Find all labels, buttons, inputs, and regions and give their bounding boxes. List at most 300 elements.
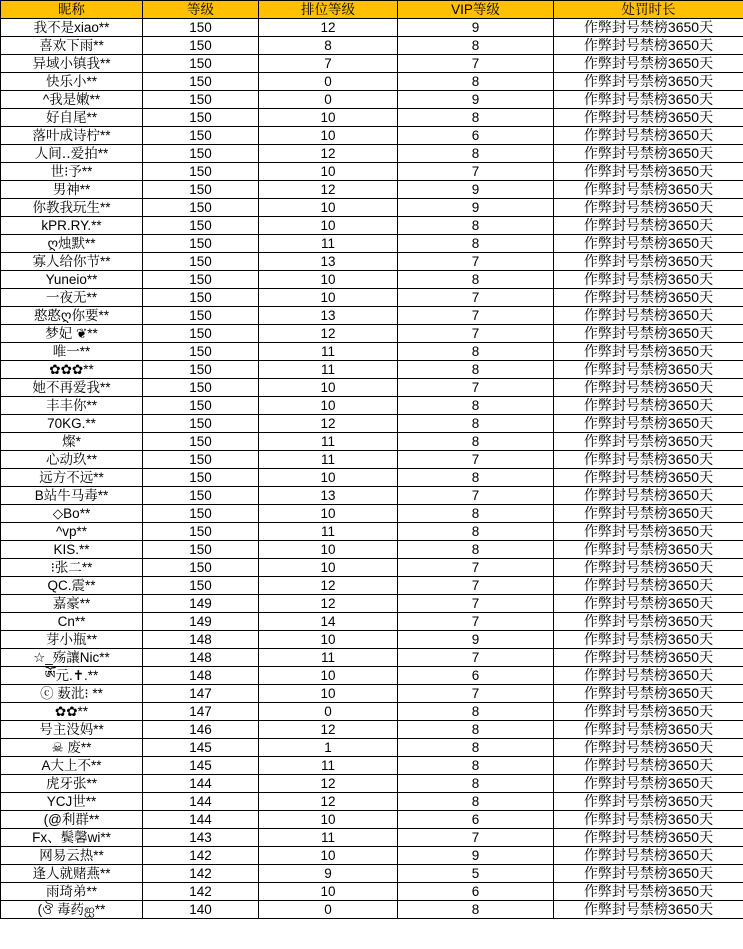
cell-rank-level: 10: [259, 379, 398, 397]
cell-level: 150: [143, 145, 259, 163]
cell-rank-level: 11: [259, 649, 398, 667]
cell-penalty: 作弊封号禁榜3650天: [554, 37, 743, 55]
cell-penalty: 作弊封号禁榜3650天: [554, 217, 743, 235]
table-row: [1, 415, 743, 433]
table-row: [1, 325, 743, 343]
cell-rank-level: 10: [259, 631, 398, 649]
cell-rank-level: 13: [259, 487, 398, 505]
table-row: [1, 307, 743, 325]
cell-level: 146: [143, 721, 259, 739]
table-row: [1, 199, 743, 217]
table-row: [1, 505, 743, 523]
cell-level: 145: [143, 757, 259, 775]
cell-penalty: 作弊封号禁榜3650天: [554, 19, 743, 37]
cell-level: 150: [143, 541, 259, 559]
cell-rank-level: 10: [259, 163, 398, 181]
cell-vip-level: 7: [398, 307, 554, 325]
cell-nickname: 喜欢下雨**: [1, 37, 143, 55]
table-row: [1, 487, 743, 505]
cell-rank-level: 0: [259, 73, 398, 91]
cell-nickname: QC.震**: [1, 577, 143, 595]
cell-nickname: 虎牙张**: [1, 775, 143, 793]
cell-vip-level: 8: [398, 109, 554, 127]
cell-nickname: 梦妃 ❦**: [1, 325, 143, 343]
table-row: [1, 181, 743, 199]
cell-vip-level: 9: [398, 847, 554, 865]
cell-level: 142: [143, 865, 259, 883]
cell-level: 150: [143, 307, 259, 325]
cell-rank-level: 11: [259, 343, 398, 361]
header-level: 等级: [143, 1, 259, 19]
cell-level: 150: [143, 163, 259, 181]
cell-rank-level: 1: [259, 739, 398, 757]
cell-nickname: 人间‥爱拍**: [1, 145, 143, 163]
cell-penalty: 作弊封号禁榜3650天: [554, 415, 743, 433]
cell-vip-level: 8: [398, 469, 554, 487]
cell-penalty: 作弊封号禁榜3650天: [554, 559, 743, 577]
table-row: [1, 703, 743, 721]
cell-level: 142: [143, 847, 259, 865]
cell-penalty: 作弊封号禁榜3650天: [554, 883, 743, 901]
cell-level: 150: [143, 451, 259, 469]
cell-penalty: 作弊封号禁榜3650天: [554, 847, 743, 865]
cell-vip-level: 8: [398, 271, 554, 289]
cell-nickname: 我不是xiao**: [1, 19, 143, 37]
cell-vip-level: 8: [398, 739, 554, 757]
cell-nickname: 网易云热**: [1, 847, 143, 865]
cell-penalty: 作弊封号禁榜3650天: [554, 163, 743, 181]
cell-level: 150: [143, 361, 259, 379]
cell-vip-level: 8: [398, 505, 554, 523]
header-penalty: 处罚时长: [554, 1, 743, 19]
cell-penalty: 作弊封号禁榜3650天: [554, 577, 743, 595]
cell-penalty: 作弊封号禁榜3650天: [554, 55, 743, 73]
cell-level: 150: [143, 91, 259, 109]
cell-nickname: ✿✿**: [1, 703, 143, 721]
table-row: [1, 523, 743, 541]
cell-vip-level: 8: [398, 397, 554, 415]
cell-penalty: 作弊封号禁榜3650天: [554, 703, 743, 721]
cell-rank-level: 10: [259, 397, 398, 415]
cell-penalty: 作弊封号禁榜3650天: [554, 325, 743, 343]
cell-nickname: ༀ元.✝.**: [1, 667, 143, 685]
table-row: [1, 667, 743, 685]
cell-rank-level: 11: [259, 451, 398, 469]
cell-penalty: 作弊封号禁榜3650天: [554, 631, 743, 649]
cell-vip-level: 7: [398, 55, 554, 73]
cell-nickname: 丰丰你**: [1, 397, 143, 415]
cell-vip-level: 8: [398, 541, 554, 559]
cell-penalty: 作弊封号禁榜3650天: [554, 145, 743, 163]
cell-level: 150: [143, 109, 259, 127]
cell-level: 150: [143, 199, 259, 217]
cell-penalty: 作弊封号禁榜3650天: [554, 649, 743, 667]
cell-nickname: B站牛马毒**: [1, 487, 143, 505]
cell-rank-level: 10: [259, 109, 398, 127]
cell-vip-level: 7: [398, 685, 554, 703]
cell-rank-level: 12: [259, 721, 398, 739]
cell-nickname: Fx、鬓馨wi**: [1, 829, 143, 847]
table-row: [1, 829, 743, 847]
cell-nickname: 70KG.**: [1, 415, 143, 433]
cell-level: 150: [143, 415, 259, 433]
cell-level: 149: [143, 613, 259, 631]
cell-rank-level: 11: [259, 829, 398, 847]
cell-rank-level: 10: [259, 883, 398, 901]
cell-level: 148: [143, 631, 259, 649]
cell-vip-level: 8: [398, 433, 554, 451]
cell-vip-level: 9: [398, 19, 554, 37]
table-row: [1, 343, 743, 361]
cell-penalty: 作弊封号禁榜3650天: [554, 235, 743, 253]
cell-level: 150: [143, 37, 259, 55]
cell-nickname: 逢人就赌燕**: [1, 865, 143, 883]
cell-rank-level: 14: [259, 613, 398, 631]
cell-rank-level: 10: [259, 289, 398, 307]
cell-vip-level: 6: [398, 811, 554, 829]
table-row: [1, 361, 743, 379]
cell-vip-level: 6: [398, 127, 554, 145]
cell-rank-level: 12: [259, 793, 398, 811]
cell-rank-level: 7: [259, 55, 398, 73]
cell-nickname: ღ烛默**: [1, 235, 143, 253]
cell-penalty: 作弊封号禁榜3650天: [554, 379, 743, 397]
cell-nickname: 寡人给你节**: [1, 253, 143, 271]
table-row: [1, 559, 743, 577]
cell-level: 150: [143, 487, 259, 505]
table-row: [1, 217, 743, 235]
cell-vip-level: 7: [398, 253, 554, 271]
cell-penalty: 作弊封号禁榜3650天: [554, 73, 743, 91]
cell-penalty: 作弊封号禁榜3650天: [554, 757, 743, 775]
cell-nickname: 远方不远**: [1, 469, 143, 487]
cell-vip-level: 6: [398, 883, 554, 901]
cell-vip-level: 8: [398, 145, 554, 163]
cell-vip-level: 5: [398, 865, 554, 883]
cell-vip-level: 7: [398, 289, 554, 307]
cell-level: 144: [143, 775, 259, 793]
header-row: [1, 1, 743, 19]
cell-penalty: 作弊封号禁榜3650天: [554, 523, 743, 541]
cell-nickname: 憨憨ღ你要**: [1, 307, 143, 325]
cell-penalty: 作弊封号禁榜3650天: [554, 253, 743, 271]
cell-rank-level: 8: [259, 37, 398, 55]
cell-rank-level: 12: [259, 415, 398, 433]
cell-vip-level: 7: [398, 559, 554, 577]
table-row: [1, 613, 743, 631]
cell-level: 150: [143, 343, 259, 361]
cell-penalty: 作弊封号禁榜3650天: [554, 91, 743, 109]
cell-rank-level: 11: [259, 361, 398, 379]
table-row: [1, 541, 743, 559]
cell-nickname: 唯一**: [1, 343, 143, 361]
cell-nickname: 男神**: [1, 181, 143, 199]
cell-rank-level: 10: [259, 685, 398, 703]
header-rank-level: 排位等级: [259, 1, 398, 19]
cell-rank-level: 10: [259, 667, 398, 685]
cell-level: 150: [143, 253, 259, 271]
table-row: [1, 847, 743, 865]
cell-penalty: 作弊封号禁榜3650天: [554, 595, 743, 613]
table-row: [1, 595, 743, 613]
cell-penalty: 作弊封号禁榜3650天: [554, 469, 743, 487]
cell-rank-level: 12: [259, 181, 398, 199]
cell-rank-level: 10: [259, 127, 398, 145]
table-row: [1, 433, 743, 451]
table-row: [1, 469, 743, 487]
cell-vip-level: 7: [398, 613, 554, 631]
cell-penalty: 作弊封号禁榜3650天: [554, 739, 743, 757]
cell-penalty: 作弊封号禁榜3650天: [554, 505, 743, 523]
cell-vip-level: 7: [398, 325, 554, 343]
cell-vip-level: 7: [398, 649, 554, 667]
cell-penalty: 作弊封号禁榜3650天: [554, 127, 743, 145]
table-row: [1, 253, 743, 271]
cell-level: 145: [143, 739, 259, 757]
cell-nickname: A大上不**: [1, 757, 143, 775]
cell-level: 150: [143, 181, 259, 199]
table-row: [1, 19, 743, 37]
cell-rank-level: 12: [259, 775, 398, 793]
cell-level: 142: [143, 883, 259, 901]
cell-penalty: 作弊封号禁榜3650天: [554, 901, 743, 919]
cell-nickname: 落叶成诗柠**: [1, 127, 143, 145]
cell-nickname: (@利群**: [1, 811, 143, 829]
cell-penalty: 作弊封号禁榜3650天: [554, 199, 743, 217]
cell-vip-level: 6: [398, 667, 554, 685]
cell-nickname: 你教我玩生**: [1, 199, 143, 217]
cell-level: 150: [143, 469, 259, 487]
cell-nickname: ⁝张二**: [1, 559, 143, 577]
cell-vip-level: 8: [398, 901, 554, 919]
cell-rank-level: 9: [259, 865, 398, 883]
cell-vip-level: 8: [398, 775, 554, 793]
cell-level: 149: [143, 595, 259, 613]
cell-penalty: 作弊封号禁榜3650天: [554, 433, 743, 451]
cell-vip-level: 7: [398, 451, 554, 469]
cell-rank-level: 10: [259, 199, 398, 217]
cell-level: 150: [143, 19, 259, 37]
cell-rank-level: 0: [259, 91, 398, 109]
cell-rank-level: 12: [259, 595, 398, 613]
cell-level: 140: [143, 901, 259, 919]
cell-vip-level: 8: [398, 37, 554, 55]
cell-vip-level: 9: [398, 91, 554, 109]
cell-level: 150: [143, 55, 259, 73]
cell-rank-level: 0: [259, 703, 398, 721]
cell-level: 150: [143, 325, 259, 343]
table-row: [1, 739, 743, 757]
cell-vip-level: 9: [398, 181, 554, 199]
cell-nickname: YCJ世**: [1, 793, 143, 811]
cell-level: 144: [143, 811, 259, 829]
cell-rank-level: 10: [259, 847, 398, 865]
cell-vip-level: 7: [398, 577, 554, 595]
table-row: [1, 145, 743, 163]
cell-penalty: 作弊封号禁榜3650天: [554, 811, 743, 829]
cell-nickname: ✿✿✿**: [1, 361, 143, 379]
cell-penalty: 作弊封号禁榜3650天: [554, 271, 743, 289]
cell-rank-level: 10: [259, 505, 398, 523]
cell-nickname: ☠ 废**: [1, 739, 143, 757]
cell-rank-level: 13: [259, 253, 398, 271]
cell-nickname: Yuneio**: [1, 271, 143, 289]
cell-penalty: 作弊封号禁榜3650天: [554, 487, 743, 505]
cell-penalty: 作弊封号禁榜3650天: [554, 667, 743, 685]
cell-nickname: Cn**: [1, 613, 143, 631]
cell-rank-level: 11: [259, 523, 398, 541]
cell-vip-level: 8: [398, 343, 554, 361]
cell-level: 150: [143, 73, 259, 91]
cell-penalty: 作弊封号禁榜3650天: [554, 829, 743, 847]
cell-vip-level: 8: [398, 757, 554, 775]
cell-penalty: 作弊封号禁榜3650天: [554, 307, 743, 325]
table-row: [1, 793, 743, 811]
cell-nickname: 快乐小**: [1, 73, 143, 91]
cell-rank-level: 12: [259, 577, 398, 595]
cell-penalty: 作弊封号禁榜3650天: [554, 865, 743, 883]
table-row: [1, 775, 743, 793]
cell-nickname: 世⁝予**: [1, 163, 143, 181]
cell-vip-level: 8: [398, 361, 554, 379]
cell-rank-level: 10: [259, 811, 398, 829]
table-row: [1, 631, 743, 649]
cell-level: 143: [143, 829, 259, 847]
cell-vip-level: 7: [398, 829, 554, 847]
cell-penalty: 作弊封号禁榜3650天: [554, 721, 743, 739]
cell-nickname: 心动玖**: [1, 451, 143, 469]
cell-penalty: 作弊封号禁榜3650天: [554, 181, 743, 199]
cell-level: 150: [143, 397, 259, 415]
table-row: [1, 163, 743, 181]
cell-rank-level: 12: [259, 325, 398, 343]
table-row: [1, 379, 743, 397]
table-row: [1, 289, 743, 307]
table-row: [1, 397, 743, 415]
cell-vip-level: 8: [398, 217, 554, 235]
cell-penalty: 作弊封号禁榜3650天: [554, 289, 743, 307]
cell-nickname: 雨琦弟**: [1, 883, 143, 901]
cell-nickname: 芽小瓶**: [1, 631, 143, 649]
cell-level: 150: [143, 379, 259, 397]
cell-nickname: 号主没妈**: [1, 721, 143, 739]
cell-vip-level: 8: [398, 721, 554, 739]
cell-nickname: (ঔ 毒药ஐ**: [1, 901, 143, 919]
cell-vip-level: 9: [398, 199, 554, 217]
header-nickname: 昵称: [1, 1, 143, 19]
table-row: [1, 235, 743, 253]
cell-level: 150: [143, 523, 259, 541]
cell-level: 148: [143, 667, 259, 685]
cell-vip-level: 8: [398, 793, 554, 811]
cell-vip-level: 7: [398, 487, 554, 505]
cell-level: 147: [143, 703, 259, 721]
table-row: [1, 271, 743, 289]
cell-nickname: kPR.RY.**: [1, 217, 143, 235]
table-row: [1, 127, 743, 145]
header-vip-level: VIP等级: [398, 1, 554, 19]
cell-rank-level: 11: [259, 433, 398, 451]
table-row: [1, 721, 743, 739]
cell-level: 150: [143, 235, 259, 253]
cell-nickname: 一夜无**: [1, 289, 143, 307]
table-row: [1, 577, 743, 595]
cell-penalty: 作弊封号禁榜3650天: [554, 793, 743, 811]
cell-level: 150: [143, 433, 259, 451]
cell-nickname: ^vp**: [1, 523, 143, 541]
cell-penalty: 作弊封号禁榜3650天: [554, 613, 743, 631]
cell-level: 150: [143, 271, 259, 289]
cell-rank-level: 10: [259, 469, 398, 487]
cell-nickname: 异域小镇我**: [1, 55, 143, 73]
table-row: [1, 811, 743, 829]
cell-vip-level: 8: [398, 73, 554, 91]
cell-rank-level: 11: [259, 757, 398, 775]
cell-rank-level: 10: [259, 541, 398, 559]
cell-penalty: 作弊封号禁榜3650天: [554, 451, 743, 469]
cell-rank-level: 13: [259, 307, 398, 325]
cell-nickname: ☆_殇讓Nic**: [1, 649, 143, 667]
cell-level: 150: [143, 577, 259, 595]
cell-rank-level: 10: [259, 217, 398, 235]
cell-vip-level: 8: [398, 415, 554, 433]
cell-penalty: 作弊封号禁榜3650天: [554, 541, 743, 559]
table-row: [1, 757, 743, 775]
cell-rank-level: 0: [259, 901, 398, 919]
table-row: [1, 91, 743, 109]
table-row: [1, 883, 743, 901]
cell-penalty: 作弊封号禁榜3650天: [554, 685, 743, 703]
cell-vip-level: 7: [398, 163, 554, 181]
cell-nickname: ◇Bo**: [1, 505, 143, 523]
cell-level: 144: [143, 793, 259, 811]
table-row: [1, 73, 743, 91]
cell-vip-level: 8: [398, 235, 554, 253]
cell-penalty: 作弊封号禁榜3650天: [554, 361, 743, 379]
cell-vip-level: 7: [398, 595, 554, 613]
cell-vip-level: 8: [398, 703, 554, 721]
table-row: [1, 865, 743, 883]
cell-penalty: 作弊封号禁榜3650天: [554, 109, 743, 127]
cell-vip-level: 9: [398, 631, 554, 649]
table-row: [1, 685, 743, 703]
cell-nickname: 嘉豪**: [1, 595, 143, 613]
cell-nickname: ^我是嫩**: [1, 91, 143, 109]
cell-penalty: 作弊封号禁榜3650天: [554, 775, 743, 793]
cell-nickname: 燦*: [1, 433, 143, 451]
cell-rank-level: 10: [259, 271, 398, 289]
cell-level: 150: [143, 217, 259, 235]
cell-penalty: 作弊封号禁榜3650天: [554, 343, 743, 361]
cell-penalty: 作弊封号禁榜3650天: [554, 397, 743, 415]
cell-level: 150: [143, 505, 259, 523]
cell-nickname: KIS.**: [1, 541, 143, 559]
cell-nickname: 她不再爱我**: [1, 379, 143, 397]
cell-level: 148: [143, 649, 259, 667]
cell-nickname: ⓒ 薮沘⁝ **: [1, 685, 143, 703]
cell-vip-level: 7: [398, 379, 554, 397]
cell-level: 147: [143, 685, 259, 703]
table-row: [1, 55, 743, 73]
cell-level: 150: [143, 127, 259, 145]
table-row: [1, 109, 743, 127]
table-row: [1, 649, 743, 667]
table-row: [1, 901, 743, 919]
table-row: [1, 37, 743, 55]
cell-nickname: 好自尾**: [1, 109, 143, 127]
cell-level: 150: [143, 289, 259, 307]
cell-rank-level: 12: [259, 145, 398, 163]
